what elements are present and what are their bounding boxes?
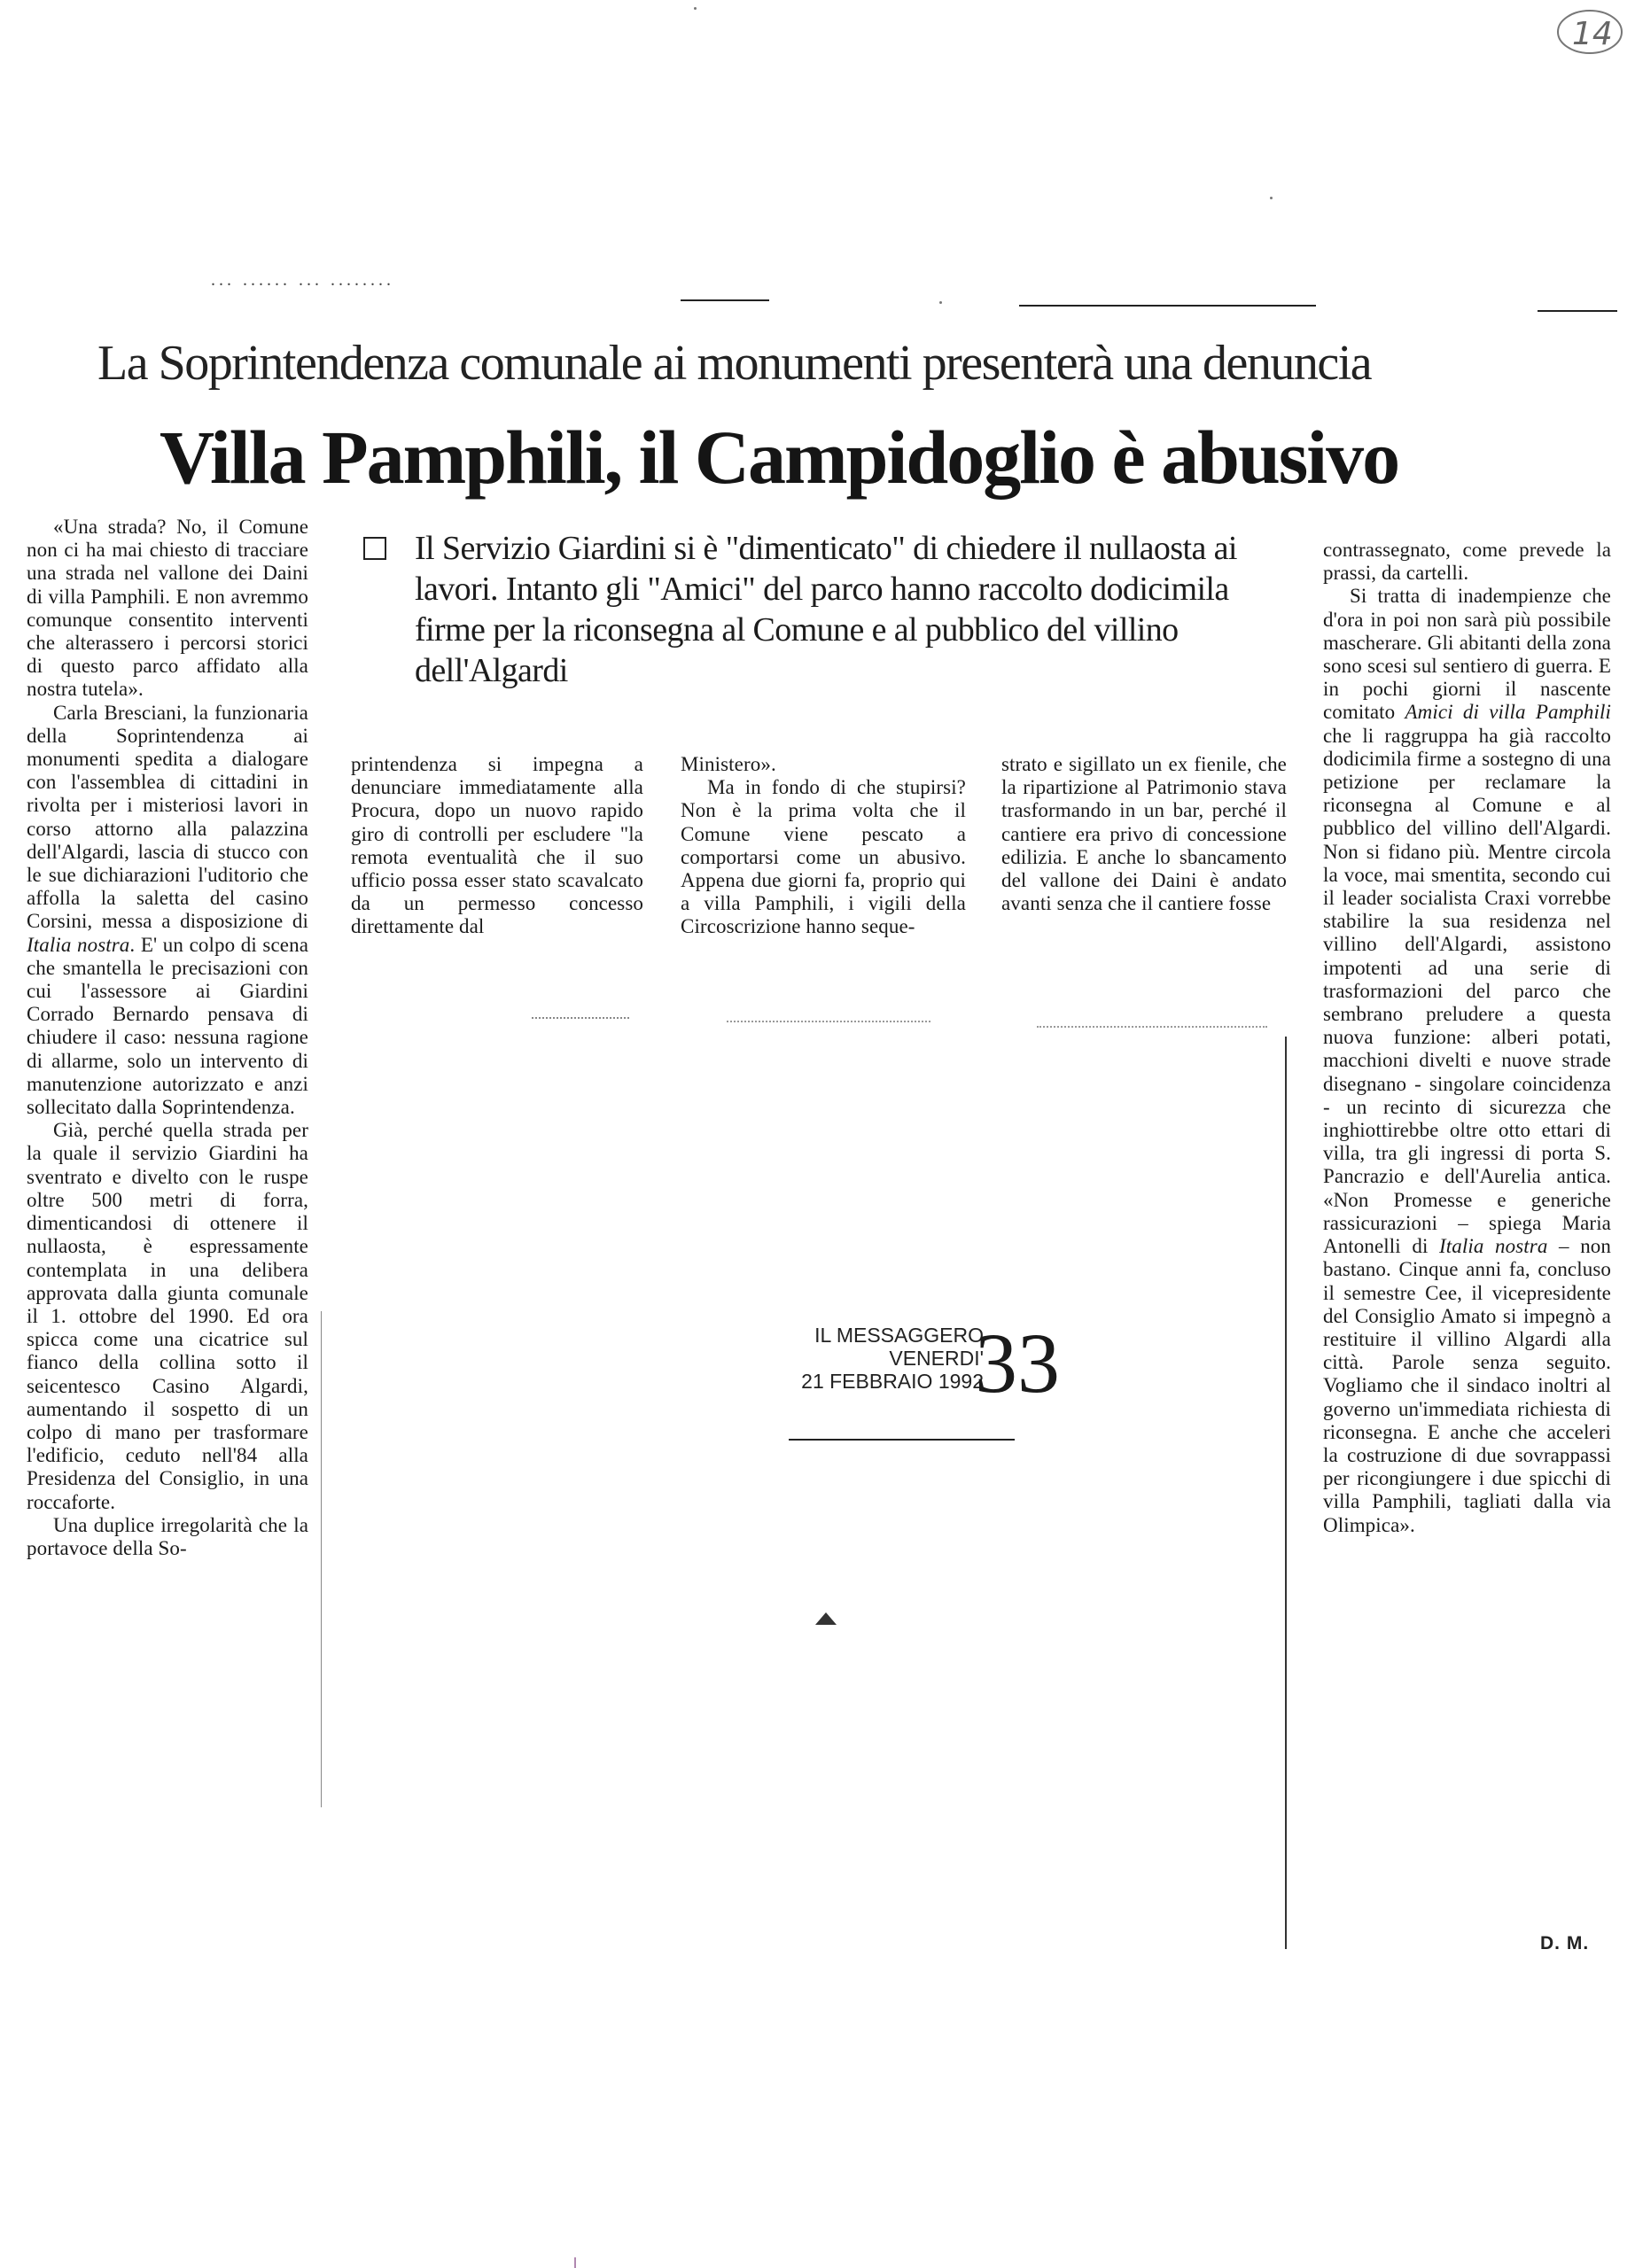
col1-p2-italic: Italia nostra <box>27 933 130 956</box>
col5-paragraph-1: contrassegnato, come prevede la prassi, da cartelli. <box>1323 539 1611 585</box>
masthead <box>753 1316 1161 1440</box>
article-column-5 <box>1323 539 1611 1537</box>
col4-paragraph-1: strato e sigillato un ex fienile, che la ripartizione al Patrimonio stava trasformando in un bar, perché il cantiere era privo di concessione edilizia. E anche lo sbancamento del vallone dei Daini è andato avanti senza che il cantiere fosse <box>1001 753 1287 915</box>
header-rule-1 <box>681 299 769 301</box>
article-column-2 <box>351 753 643 939</box>
article-column-4 <box>1001 753 1287 915</box>
dotted-remnant-3 <box>1037 1026 1267 1028</box>
col1-p2-text-a: Carla Bresciani, la funzionaria della Soprintendenza ai monumenti spedita a dialogare con l'assemblea di cittadini in rivolta per i misteriosi lavori in corso attorno alla palazzina dell'Algardi, lascia di stucco con le sue dichiarazioni l'uditorio che affolla la saletta del casino Corsini, messa a disposizione di <box>27 701 308 933</box>
kicker: La Soprintendenza comunale ai monumenti presenterà una denuncia <box>97 336 1372 391</box>
author-signature: D. M. <box>1540 1933 1590 1953</box>
col5-p2-text-a: Si tratta di inadempienze che d'ora in poi non sarà più possibile mascherare. Gli abitanti della zona sono scesi sul sentiero di guerra. E in pochi giorni il nascente comitato <box>1323 585 1611 724</box>
dotted-remnant-1 <box>532 1017 629 1019</box>
scan-speck <box>694 7 697 10</box>
masthead-weekday: VENERDI' <box>889 1347 984 1370</box>
deck-square-icon <box>363 537 386 560</box>
header-rule-2 <box>1019 305 1316 307</box>
col2-paragraph-1: printendenza si impegna a denunciare immediatamente alla Procura, dopo un nuovo rapido giro di controlli per escludere "la remota eventualità che il suo ufficio possa esser stato scavalcato da un permesso concesso direttamente dal <box>351 753 643 938</box>
col1-paragraph-1: «Una strada? No, il Comune non ci ha mai chiesto di tracciare una strada nel vallone dei Daini di villa Pamphili. E non avremmo comunque consentito interventi che alterassero i percorsi storici di questo parco affidato alla nostra tutela». <box>27 516 308 701</box>
scan-speck <box>574 2257 576 2268</box>
masthead-rule <box>789 1439 1015 1441</box>
article-column-3 <box>681 753 966 939</box>
col1-p2-text-b: . E' un colpo di scena che smantella le precisazioni con cui l'assessore ai Giardini Corrado Bernardo pensava di chiudere il caso: nessuna ragione di allarme, solo un intervento di manutenzione autorizzato e anzi sollecitato dalla Soprintendenza. <box>27 933 308 1119</box>
handwritten-circle-icon <box>1551 5 1631 58</box>
scan-speck <box>939 301 942 304</box>
page-number-text: 14 <box>1572 16 1613 52</box>
header-rule-3 <box>1538 310 1617 312</box>
headline: Villa Pamphili, il Campidoglio è abusivo <box>160 415 1399 500</box>
col5-paragraph-2 <box>1323 585 1611 1536</box>
dotted-remnant-2 <box>727 1021 930 1022</box>
col1-paragraph-3: Già, perché quella strada per la quale il servizio Giardini ha sventrato e divelto con le ruspe oltre 500 metri di forra, dimenticandosi di ottenere il nullaosta, è espressamente contemplata in una delibera approvata dalla giunta comunale il 1. ottobre del 1990. Ed ora spicca come una cicatrice sul fianco della collina sotto il seicentesco Casino Algardi, aumentando il sospetto di un colpo di mano per trasformare l'edificio, ceduto nell'84 alla Presidenza del Consiglio, in una roccaforte. <box>27 1119 308 1513</box>
col1-paragraph-2 <box>27 702 308 1120</box>
masthead-date: 21 FEBBRAIO 1992 <box>801 1370 984 1393</box>
col3-paragraph-2: Ma in fondo di che stupirsi? Non è la prima volta che il Comune viene pescato a comportarsi come un abusivo. Appena due giorni fa, proprio qui a villa Pamphili, i vigili della Circoscrizione hanno seque- <box>681 776 966 938</box>
caret-mark-icon <box>815 1612 837 1625</box>
col5-p2-text-c: – non bastano. Cinque anni fa, concluso il semestre Cee, il vicepresidente del Consiglio Amato si impegnò a restituire il villino Algardi alla città. Parole senza seguito. Vogliamo che il sindaco inoltri al governo un'immediata richiesta di riconsegna. E anche che acceleri la costruzione di due sovrappassi per ricongiungere i due spicchi di villa Pamphili, tagliati dalla via Olimpica». <box>1323 1235 1611 1536</box>
scan-speck <box>1270 197 1273 199</box>
col5-p2-text-b: che li raggruppa ha già raccolto dodicimila firme a sostegno di una petizione per reclamare la riconsegna al Comune e al pubblico del villino dell'Algardi. Non si fidano più. Mentre circola la voce, mai smentita, secondo cui il leader socialista Craxi vorrebbe stabilire la sua residenza nel villino dell'Algardi, assistono impotenti ad una serie di trasformazioni del parco che sembrano preludere a questa nuova funzione: alberi potati, macchioni divelti e nuove strade disegnano - singolare coincidenza - un recinto di sicurezza che inghiottirebbe oltre otto ettari di villa, tra gli ingressi di porta S. Pancrazio e dell'Aurelia antica. «Non Promesse e generiche rassicurazioni – spiega Maria Antonelli di <box>1323 724 1611 1258</box>
col1-paragraph-4: Una duplice irregolarità che la portavoce della So- <box>27 1513 308 1559</box>
column-rule-1 <box>321 1311 322 1807</box>
header-cut-text: ... ...... ... ........ <box>211 270 394 290</box>
deck: Il Servizio Giardini si è "dimenticato" di chiedere il nullaosta ai lavori. Intanto gli "Amici" del parco hanno raccolto dodicimila firme per la riconsegna al Comune e al pubblico del villino dell'Algardi <box>415 530 1237 689</box>
col3-paragraph-1: Ministero». <box>681 753 776 775</box>
article-column-1 <box>27 516 308 1560</box>
col5-p2-italic: Amici di villa Pamphili <box>1405 701 1611 724</box>
column-rule-5 <box>1285 1037 1287 1949</box>
col5-p2-italic-2: Italia nostra <box>1439 1235 1548 1258</box>
page-number-mark <box>1551 5 1631 58</box>
masthead-page-number: 33 <box>975 1316 1060 1410</box>
masthead-paper: IL MESSAGGERO <box>814 1324 984 1347</box>
